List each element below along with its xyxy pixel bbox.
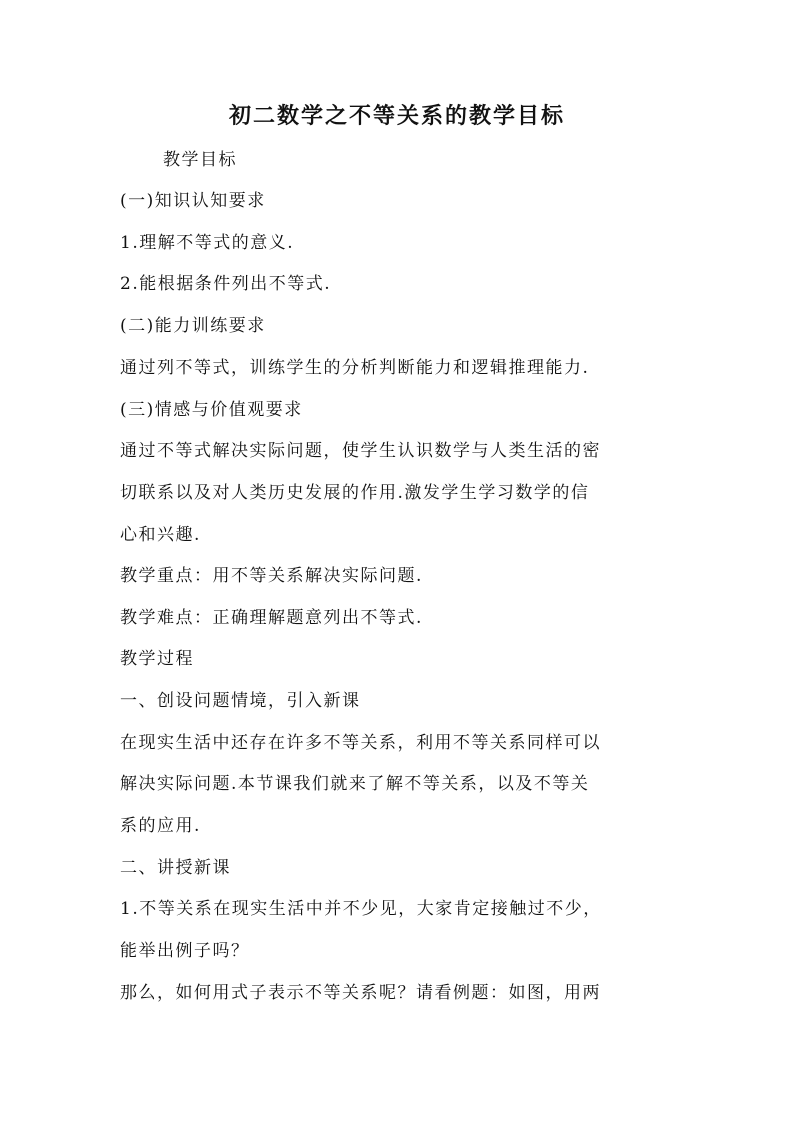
paragraph-line: 教学过程 [120,649,194,669]
paragraph-line: (一)知识认知要求 [120,191,266,211]
paragraph-line: 1.不等关系在现实生活中并不少见，大家肯定接触过不少， [120,899,602,919]
paragraph-line: 一、创设问题情境，引入新课 [120,691,361,711]
document-title: 初二数学之不等关系的教学目标 [228,103,565,129]
paragraph-line: 在现实生活中还存在许多不等关系，利用不等关系同样可以 [120,733,601,753]
paragraph-line: 解决实际问题.本节课我们就来了解不等关系，以及不等关 [120,774,590,794]
paragraph-line: 二、讲授新课 [120,858,231,878]
paragraph-line: 切联系以及对人类历史发展的作用.激发学生学习数学的信 [120,483,590,503]
paragraph-line: 系的应用. [120,816,201,836]
paragraph-line: 2.能根据条件列出不等式. [120,274,332,294]
paragraph-line: 通过列不等式，训练学生的分析判断能力和逻辑推理能力. [120,358,590,378]
paragraph-line: 教学目标 [163,150,237,170]
paragraph-line: 教学难点：正确理解题意列出不等式. [120,608,423,628]
paragraph-line: 心和兴趣. [120,525,201,545]
paragraph-line: (三)情感与价值观要求 [120,400,303,420]
paragraph-line: (二)能力训练要求 [120,316,266,336]
paragraph-line: 能举出例子吗？ [120,941,250,961]
paragraph-line: 那么，如何用式子表示不等关系呢？请看例题：如图，用两 [120,983,601,1003]
paragraph-line: 教学重点：用不等关系解决实际问题. [120,566,423,586]
paragraph-line: 通过不等式解决实际问题，使学生认识数学与人类生活的密 [120,441,601,461]
paragraph-line: 1.理解不等式的意义. [120,233,295,253]
